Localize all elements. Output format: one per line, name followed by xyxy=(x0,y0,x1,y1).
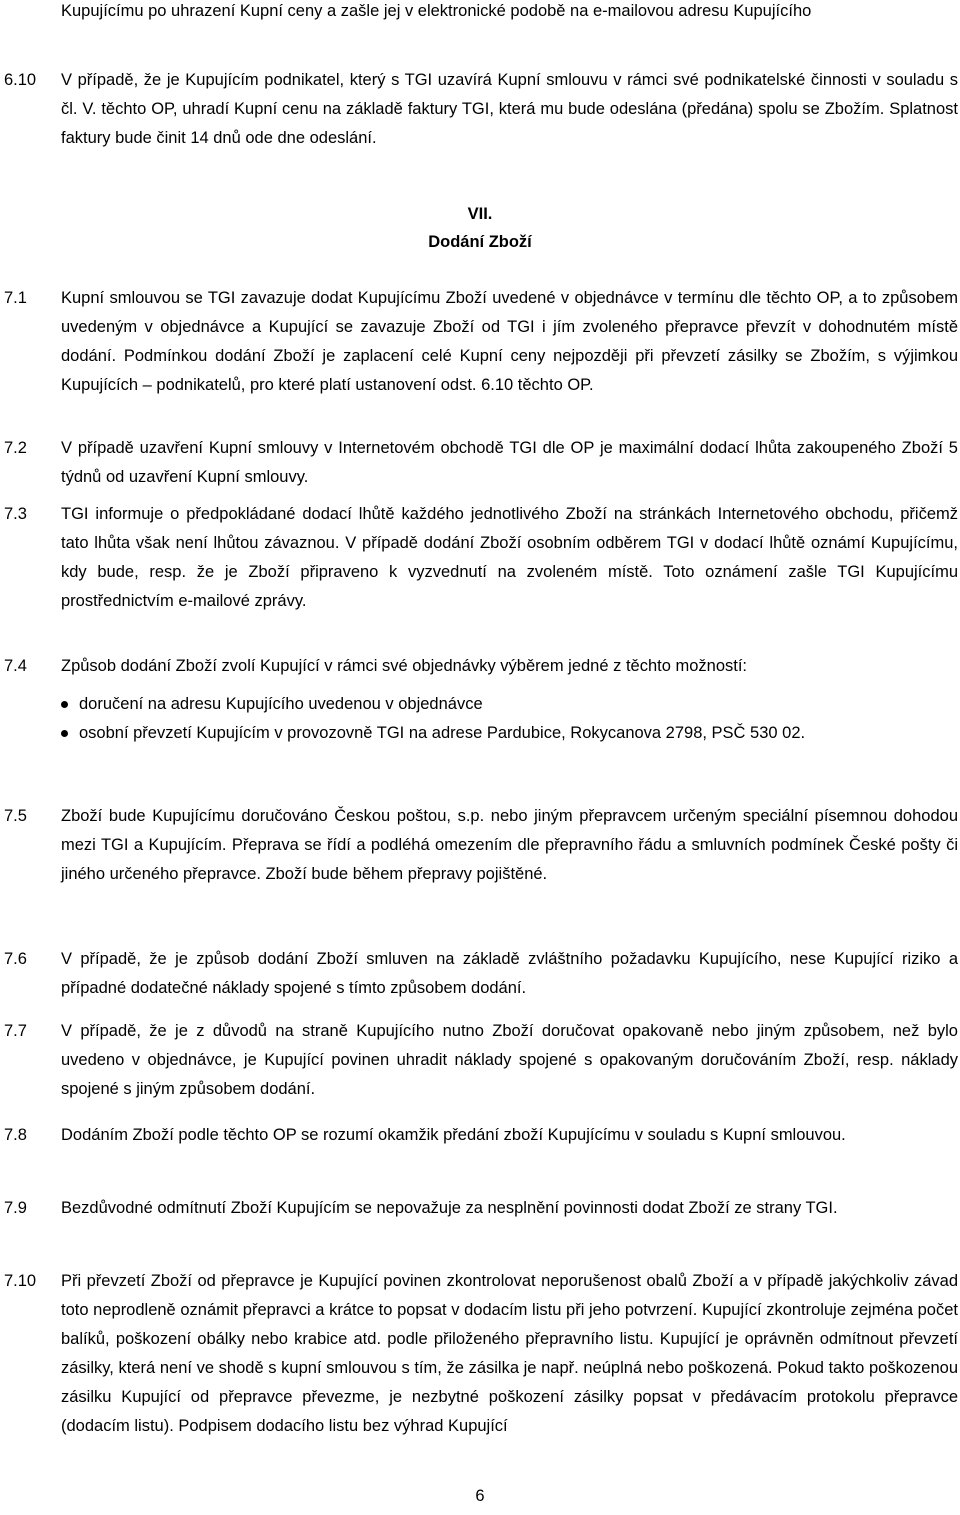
paragraph-text: V případě, že je způsob dodání Zboží smluven na základě zvláštního požadavku Kupujícího, nese Kupující riziko a případné dodatečné náklady spojené s tímto způsobem dodání. xyxy=(61,950,958,997)
bullet-icon xyxy=(61,730,68,737)
paragraph-text: V případě, že je z důvodů na straně Kupujícího nutno Zboží doručovat opakovaně nebo jiným způsobem, než bylo uvedeno v objednávce, je Kupující povinen uhradit náklady spojené s opakovaným doručováním Zboží, resp. náklady spojené s jiným způsobem dodání. xyxy=(61,1022,958,1098)
paragraph-number: 6.10 xyxy=(4,71,37,89)
paragraph-number: 7.6 xyxy=(4,950,27,968)
paragraph-7-5 xyxy=(0,802,958,889)
paragraph-7-4 xyxy=(0,652,958,681)
list-item xyxy=(79,690,958,719)
paragraph-7-1 xyxy=(0,284,958,400)
paragraph-text: Při převzetí Zboží od přepravce je Kupující povinen zkontrolovat neporušenost obalů Zboží a v případě jakýchkoliv závad toto neprodleně oznámit přepravci a krátce to popsat v dodacím listu při jeho potvrzení. Kupující zkontroluje zejména počet balíků, poškození obálky nebo krabice atd. podle přiloženého přepravního listu. Kupující je oprávněn odmítnout převzetí zásilky, která není ve shodě s kupní smlouvou s tím, že zásilka je např. neúplná nebo poškozená. Pokud takto poškozenou zásilku Kupující od přepravce převezme, je nezbytné poškození zásilky popsat v předávacím protokolu přepravce (dodacím listu). Podpisem dodacího listu bez výhrad Kupující xyxy=(61,1272,958,1435)
paragraph-text: V případě uzavření Kupní smlouvy v Internetovém obchodě TGI dle OP je maximální dodací lhůta zakoupeného Zboží 5 týdnů od uzavření Kupní smlouvy. xyxy=(61,439,958,486)
paragraph-text: Způsob dodání Zboží zvolí Kupující v rámci své objednávky výběrem jedné z těchto možností: xyxy=(61,657,748,675)
paragraph-text: Kupujícímu po uhrazení Kupní ceny a zašle jej v elektronické podobě na e-mailovou adresu Kupujícího xyxy=(61,2,812,20)
paragraph-7-9 xyxy=(0,1194,958,1223)
paragraph-text: V případě, že je Kupujícím podnikatel, který s TGI uzavírá Kupní smlouvu v rámci své podnikatelské činnosti v souladu s čl. V. těchto OP, uhradí Kupní cenu na základě faktury TGI, která mu bude odeslána (předána) spolu se Zbožím. Splatnost faktury bude činit 14 dnů ode dne odeslání. xyxy=(61,71,958,147)
paragraph-number: 7.5 xyxy=(4,807,27,825)
paragraph-number: 7.2 xyxy=(4,439,27,457)
paragraph-text: Kupní smlouvou se TGI zavazuje dodat Kupujícímu Zboží uvedené v objednávce v termínu dle těchto OP, a to způsobem uvedeným v objednávce a Kupující se zavazuje Zboží od TGI i jím zvoleného přepravce převzít v dohodnutém místě dodání. Podmínkou dodání Zboží je zaplacení celé Kupní ceny nejpozději při převzetí zásilky se Zbožím, s výjimkou Kupujících – podnikatelů, pro které platí ustanovení odst. 6.10 těchto OP. xyxy=(61,289,958,394)
paragraph-number: 7.3 xyxy=(4,505,27,523)
paragraph-7-3 xyxy=(0,500,958,616)
paragraph-7-6 xyxy=(0,945,958,1003)
paragraph-number: 7.7 xyxy=(4,1022,27,1040)
list-item-text: osobní převzetí Kupujícím v provozovně TGI na adrese Pardubice, Rokycanova 2798, PSČ 530 02. xyxy=(79,724,806,742)
list-item xyxy=(79,719,958,748)
paragraph-number: 7.4 xyxy=(4,657,27,675)
paragraph-6-10 xyxy=(0,66,958,153)
paragraph-text: Zboží bude Kupujícímu doručováno Českou poštou, s.p. nebo jiným přepravcem určeným speciální písemnou dohodou mezi TGI a Kupujícím. Přeprava se řídí a podléhá omezením dle přepravního řádu a smluvních podmínek České pošty či jiného určeného přepravce. Zboží bude během přepravy pojištěné. xyxy=(61,807,958,883)
paragraph-intro xyxy=(0,0,958,26)
paragraph-text: TGI informuje o předpokládané dodací lhůtě každého jednotlivého Zboží na stránkách Internetového obchodu, přičemž tato lhůta však není lhůtou závaznou. V případě dodání Zboží osobním odběrem TGI v dodací lhůtě oznámí Kupujícímu, kdy bude, resp. že je Zboží připraveno k vyzvednutí na zvoleném místě. Toto oznámení zašle TGI Kupujícímu prostřednictvím e-mailové zprávy. xyxy=(61,505,958,610)
paragraph-number: 7.9 xyxy=(4,1199,27,1217)
paragraph-number: 7.8 xyxy=(4,1126,27,1144)
bullet-icon xyxy=(61,701,68,708)
paragraph-7-2 xyxy=(0,434,958,492)
paragraph-text: Bezdůvodné odmítnutí Zboží Kupujícím se nepovažuje za nesplnění povinnosti dodat Zboží ze strany TGI. xyxy=(61,1199,838,1217)
delivery-options-list xyxy=(0,690,958,748)
paragraph-7-8 xyxy=(0,1121,958,1150)
paragraph-number: 7.10 xyxy=(4,1272,37,1290)
list-item-text: doručení na adresu Kupujícího uvedenou v objednávce xyxy=(79,695,483,713)
section-title: Dodání Zboží xyxy=(428,233,532,251)
paragraph-number: 7.1 xyxy=(4,289,27,307)
paragraph-text: Dodáním Zboží podle těchto OP se rozumí okamžik předání zboží Kupujícímu v souladu s Kupní smlouvou. xyxy=(61,1126,846,1144)
paragraph-7-7 xyxy=(0,1017,958,1104)
page-number: 6 xyxy=(475,1487,485,1505)
section-number: VII. xyxy=(467,205,493,223)
paragraph-7-10 xyxy=(0,1267,958,1441)
